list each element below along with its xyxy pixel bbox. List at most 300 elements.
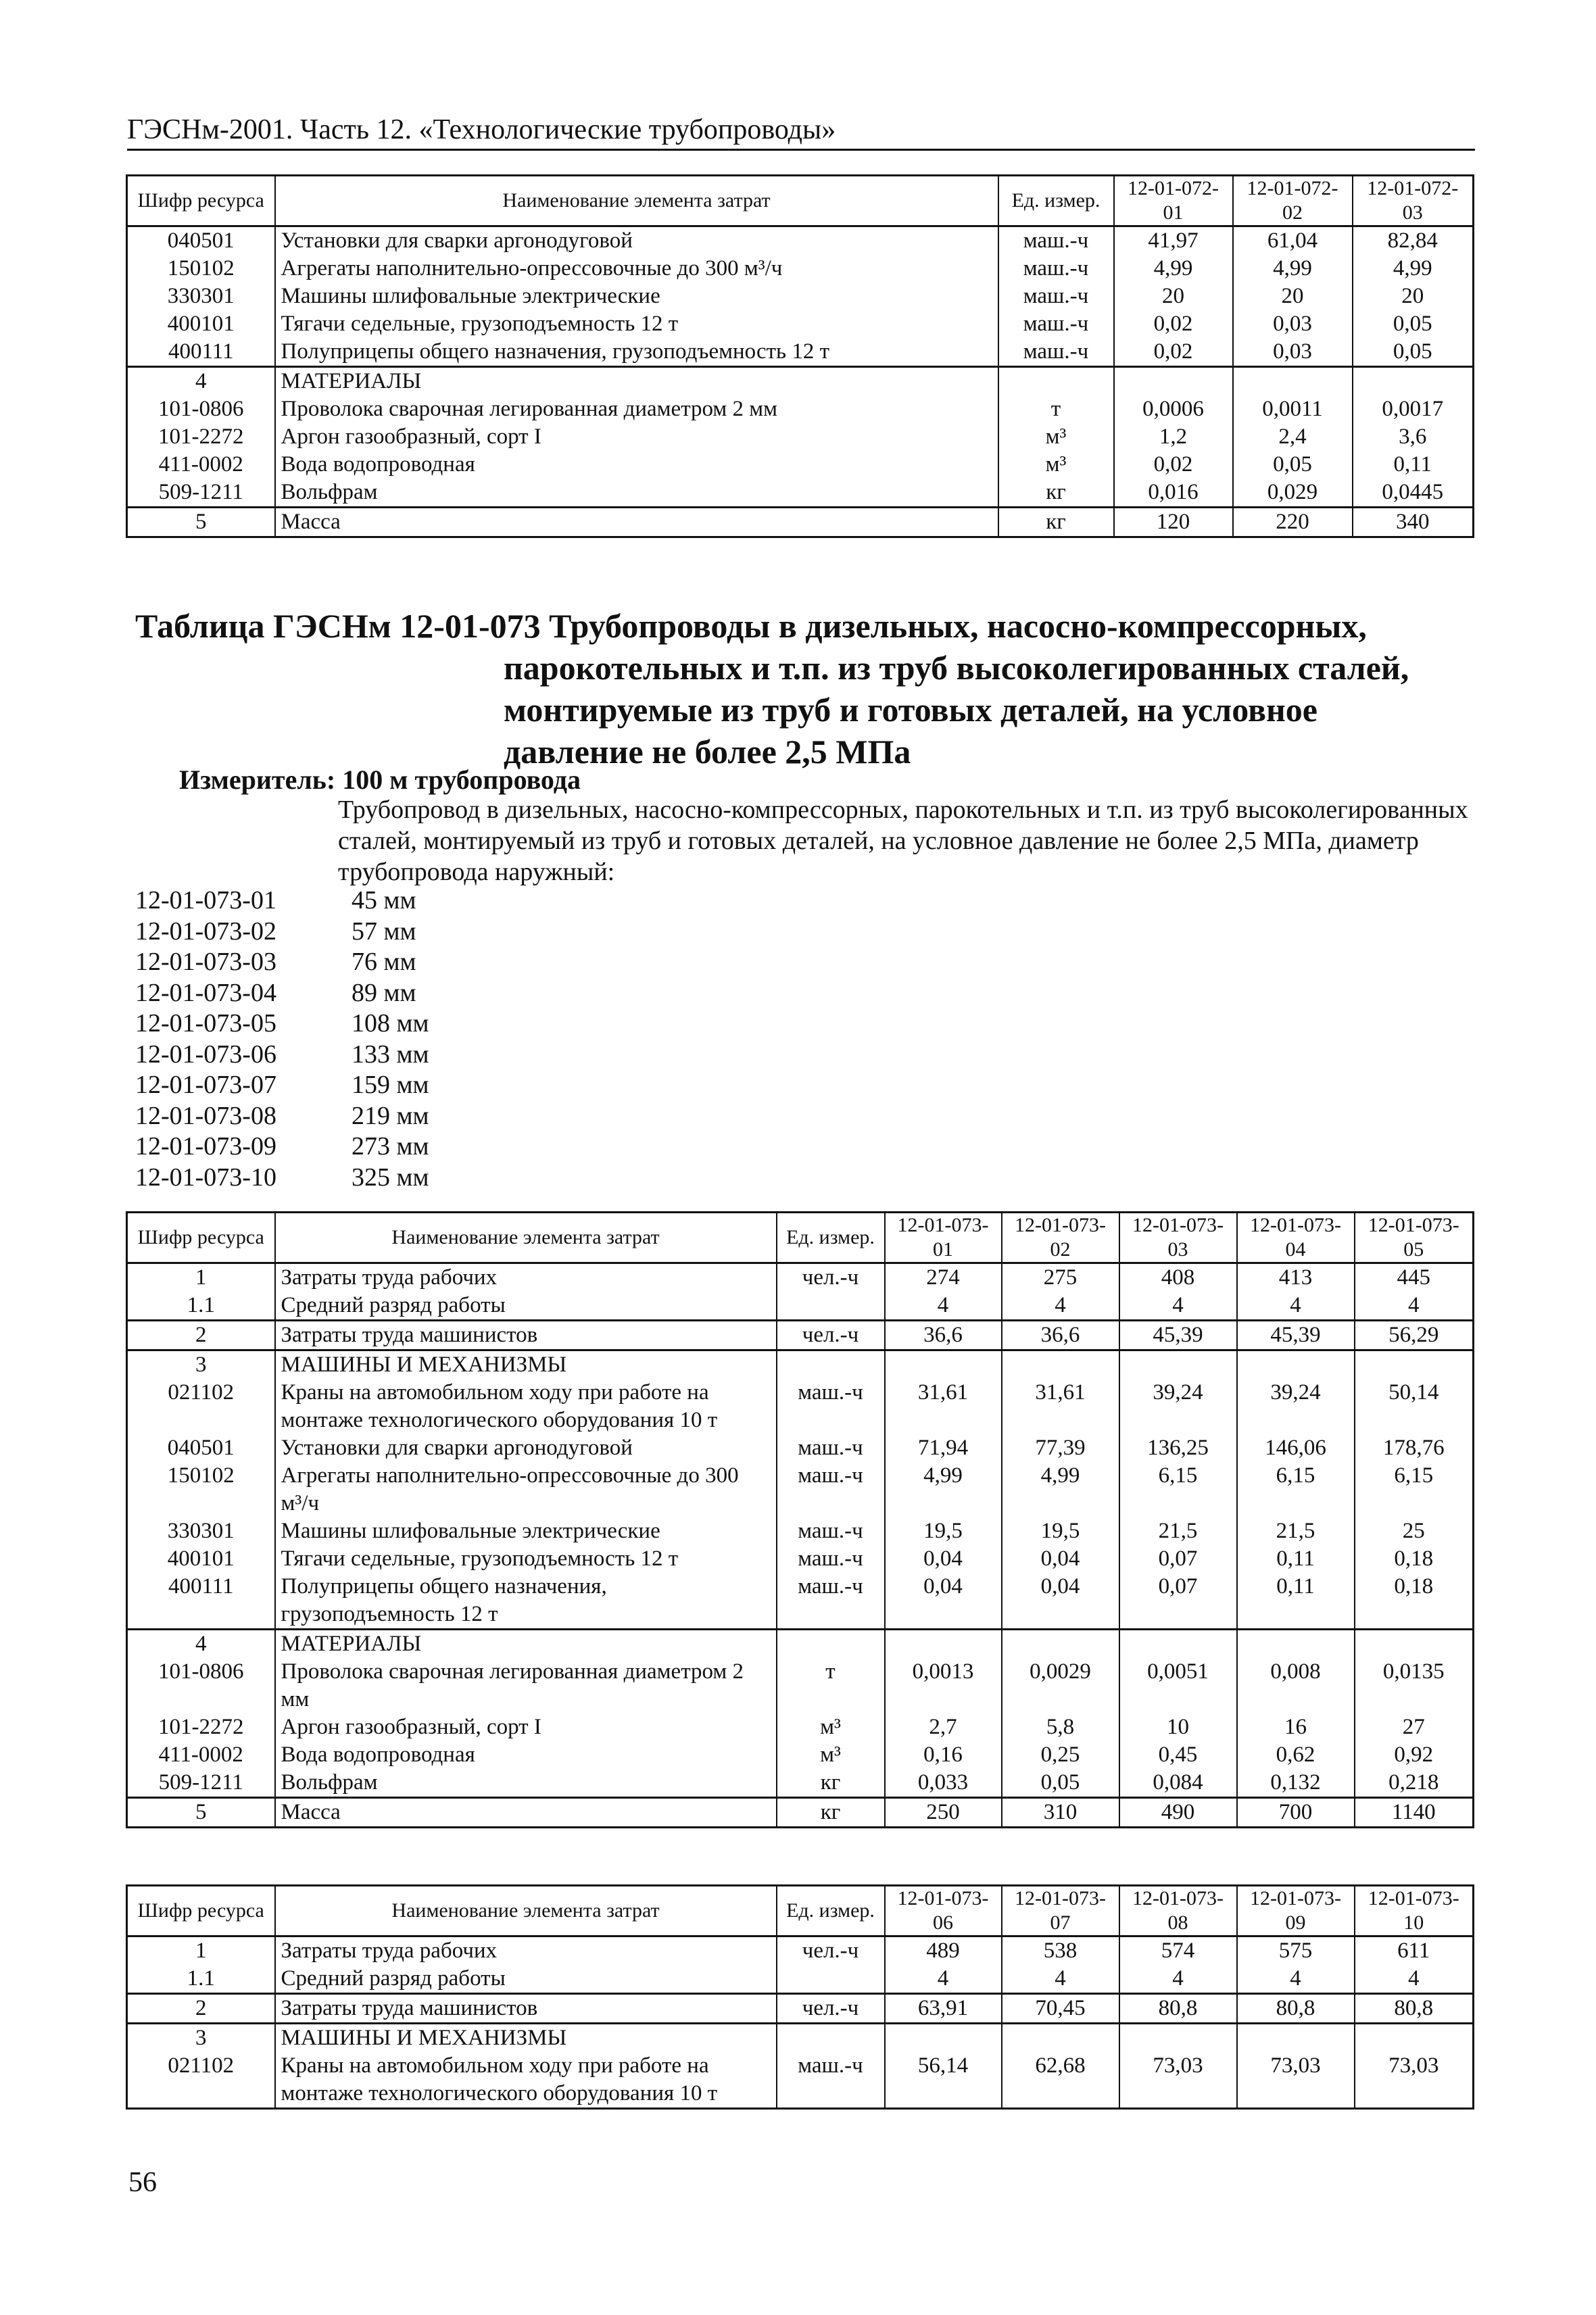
- value-cell: 4,99: [1353, 255, 1474, 283]
- cost-element-name: Аргон газообразный, сорт I: [275, 423, 998, 451]
- value-cell: 0,0051: [1119, 1658, 1237, 1713]
- value-cell: [1237, 1630, 1355, 1659]
- column-header: Наименование элемента затрат: [275, 176, 998, 226]
- column-header: Наименование элемента затрат: [275, 1886, 777, 1936]
- cost-element-name: Краны на автомобильном ходу при работе на монтаже технологического оборудования 10 т: [275, 2052, 777, 2109]
- pipe-diameter: 89 мм: [352, 978, 416, 1007]
- value-cell: 0,11: [1237, 1573, 1355, 1630]
- value-cell: 0,084: [1119, 1769, 1237, 1798]
- value-cell: 80,8: [1355, 1994, 1474, 2024]
- value-cell: 16: [1237, 1713, 1355, 1741]
- value-cell: 340: [1353, 508, 1474, 537]
- cost-element-name: Машины шлифовальные электрические: [275, 1517, 777, 1545]
- resource-code: 4: [127, 367, 275, 396]
- value-cell: 0,218: [1355, 1769, 1474, 1798]
- value-cell: 5,8: [1002, 1713, 1119, 1741]
- value-cell: 4,99: [1002, 1462, 1119, 1517]
- table-header-row: [127, 176, 1474, 226]
- value-cell: 611: [1355, 1936, 1474, 1966]
- unit: [777, 1350, 885, 1380]
- position-code: 12-01-073-07: [135, 1071, 276, 1099]
- unit: кг: [777, 1798, 885, 1828]
- value-cell: [1119, 2024, 1237, 2053]
- resource-code: 150102: [127, 255, 275, 283]
- value-cell: 21,5: [1237, 1517, 1355, 1545]
- value-cell: [1119, 1630, 1237, 1659]
- table-title: [135, 605, 1453, 773]
- cost-element-name: Средний разряд работы: [275, 1292, 777, 1321]
- cost-element-name: Вольфрам: [275, 479, 998, 508]
- column-header: 12-01-072-03: [1353, 176, 1474, 226]
- resource-code: 509-1211: [127, 1769, 275, 1798]
- resource-code: 101-2272: [127, 1713, 275, 1741]
- resource-code: 5: [127, 508, 275, 537]
- value-cell: 80,8: [1237, 1994, 1355, 2024]
- unit: т: [777, 1658, 885, 1713]
- value-cell: 120: [1114, 508, 1233, 537]
- cost-element-name: Затраты труда машинистов: [275, 1994, 777, 2024]
- value-cell: 73,03: [1237, 2052, 1355, 2109]
- cost-element-name: Установки для сварки аргонодуговой: [275, 1434, 777, 1462]
- value-cell: [1355, 1350, 1474, 1380]
- value-cell: 4: [1237, 1292, 1355, 1321]
- pipe-diameter: 76 мм: [352, 948, 416, 976]
- position-code: 12-01-073-02: [135, 917, 276, 946]
- unit: маш.-ч: [777, 1434, 885, 1462]
- table-row: [127, 226, 1474, 255]
- value-cell: 21,5: [1119, 1517, 1237, 1545]
- column-header: 12-01-073-10: [1355, 1886, 1474, 1936]
- code-list-item: [135, 1008, 429, 1040]
- value-cell: 0,0017: [1353, 395, 1474, 423]
- table-row: [127, 1350, 1474, 1380]
- value-cell: 41,97: [1114, 226, 1233, 255]
- resource-table-073-b: [126, 1884, 1474, 2110]
- table-row: [127, 451, 1474, 479]
- cost-element-name: Тягачи седельные, грузоподъемность 12 т: [275, 310, 998, 338]
- value-cell: 0,02: [1114, 310, 1233, 338]
- table-row: [127, 2024, 1474, 2053]
- column-header: 12-01-073-01: [885, 1213, 1002, 1263]
- cost-element-name: Масса: [275, 508, 998, 537]
- value-cell: 3,6: [1353, 423, 1474, 451]
- value-cell: 20: [1353, 283, 1474, 310]
- value-cell: [885, 1630, 1002, 1659]
- value-cell: 82,84: [1353, 226, 1474, 255]
- value-cell: 70,45: [1002, 1994, 1119, 2024]
- value-cell: 45,39: [1237, 1321, 1355, 1350]
- value-cell: [1119, 1350, 1237, 1380]
- value-cell: 0,04: [885, 1573, 1002, 1630]
- pipe-diameter: 219 мм: [352, 1101, 429, 1130]
- resource-code: 1.1: [127, 1292, 275, 1321]
- column-header: 12-01-073-09: [1237, 1886, 1355, 1936]
- unit: т: [998, 395, 1114, 423]
- value-cell: [1233, 367, 1353, 396]
- position-code: 12-01-073-10: [135, 1163, 276, 1192]
- pipe-diameter: 159 мм: [352, 1071, 429, 1099]
- unit: кг: [777, 1769, 885, 1798]
- code-list-item: [135, 885, 429, 917]
- resource-code: 411-0002: [127, 1741, 275, 1769]
- cost-element-name: Машины шлифовальные электрические: [275, 283, 998, 310]
- table-row: [127, 1263, 1474, 1292]
- value-cell: 0,04: [1002, 1573, 1119, 1630]
- unit: маш.-ч: [777, 1379, 885, 1434]
- cost-element-name: Агрегаты наполнительно-опрессовочные до 300 м³/ч: [275, 1462, 777, 1517]
- position-code: 12-01-073-09: [135, 1132, 276, 1161]
- value-cell: [1002, 1350, 1119, 1380]
- column-header: 12-01-072-02: [1233, 176, 1353, 226]
- value-cell: 56,29: [1355, 1321, 1474, 1350]
- table-row: [127, 1658, 1474, 1713]
- table-row: [127, 1713, 1474, 1741]
- pipe-diameter: 108 мм: [352, 1009, 429, 1038]
- unit: м³: [777, 1713, 885, 1741]
- resource-code: 509-1211: [127, 479, 275, 508]
- value-cell: 39,24: [1119, 1379, 1237, 1434]
- value-cell: 538: [1002, 1936, 1119, 1966]
- cost-element-name: Проволока сварочная легированная диаметром 2 мм: [275, 1658, 777, 1713]
- value-cell: 0,008: [1237, 1658, 1355, 1713]
- table-row: [127, 1434, 1474, 1462]
- cost-element-name: Тягачи седельные, грузоподъемность 12 т: [275, 1545, 777, 1573]
- resource-code: 330301: [127, 1517, 275, 1545]
- value-cell: 4,99: [885, 1462, 1002, 1517]
- description: Трубопровод в дизельных, насосно-компрессорных, парокотельных и т.п. из труб высоколегированных сталей, монтируемый из труб и готовых деталей, на условное давление не более 2,5 МПа, диаметр трубопровода наружный:: [338, 796, 1468, 886]
- unit: маш.-ч: [777, 1573, 885, 1630]
- value-cell: 73,03: [1119, 2052, 1237, 2109]
- resource-code: 2: [127, 1994, 275, 2024]
- unit: чел.-ч: [777, 1994, 885, 2024]
- cost-element-name: Проволока сварочная легированная диаметром 2 мм: [275, 395, 998, 423]
- resource-code: 040501: [127, 226, 275, 255]
- column-header: 12-01-073-04: [1237, 1213, 1355, 1263]
- value-cell: [1355, 1630, 1474, 1659]
- unit: чел.-ч: [777, 1263, 885, 1292]
- code-list-item: [135, 1163, 429, 1194]
- resource-code: 101-0806: [127, 1658, 275, 1713]
- pipe-diameter: 45 мм: [352, 886, 416, 915]
- code-list-item: [135, 947, 429, 978]
- cost-element-name: Средний разряд работы: [275, 1965, 777, 1994]
- value-cell: 274: [885, 1263, 1002, 1292]
- value-cell: 250: [885, 1798, 1002, 1828]
- resource-code: 330301: [127, 283, 275, 310]
- value-cell: 0,016: [1114, 479, 1233, 508]
- value-cell: 0,11: [1237, 1545, 1355, 1573]
- value-cell: 0,16: [885, 1741, 1002, 1769]
- table-row: [127, 1936, 1474, 1966]
- value-cell: 4: [1119, 1965, 1237, 1994]
- value-cell: 63,91: [885, 1994, 1002, 2024]
- value-cell: 20: [1233, 283, 1353, 310]
- unit: маш.-ч: [998, 226, 1114, 255]
- value-cell: 1,2: [1114, 423, 1233, 451]
- code-list-item: [135, 1101, 429, 1132]
- value-cell: 574: [1119, 1936, 1237, 1966]
- value-cell: 0,033: [885, 1769, 1002, 1798]
- table-row: [127, 1573, 1474, 1630]
- position-code: 12-01-073-01: [135, 886, 276, 915]
- cost-element-name: Полуприцепы общего назначения, грузоподъемность 12 т: [275, 1573, 777, 1630]
- resource-code: 101-0806: [127, 395, 275, 423]
- value-cell: 0,45: [1119, 1741, 1237, 1769]
- value-cell: 0,029: [1233, 479, 1353, 508]
- cost-element-name: Затраты труда рабочих: [275, 1936, 777, 1966]
- code-list-item: [135, 1070, 429, 1101]
- value-cell: [1353, 367, 1474, 396]
- value-cell: 6,15: [1119, 1462, 1237, 1517]
- value-cell: 490: [1119, 1798, 1237, 1828]
- running-header: ГЭСНм-2001. Часть 12. «Технологические трубопроводы»: [127, 114, 1475, 151]
- unit: маш.-ч: [998, 283, 1114, 310]
- table-row: [127, 1292, 1474, 1321]
- code-list-item: [135, 1131, 429, 1163]
- value-cell: 0,18: [1355, 1545, 1474, 1573]
- unit: [998, 367, 1114, 396]
- position-code: 12-01-073-08: [135, 1101, 276, 1130]
- resource-table-072: [126, 174, 1474, 538]
- table-row: [127, 1321, 1474, 1350]
- value-cell: 0,62: [1237, 1741, 1355, 1769]
- value-cell: 0,02: [1114, 338, 1233, 367]
- value-cell: 0,0029: [1002, 1658, 1119, 1713]
- value-cell: 0,25: [1002, 1741, 1119, 1769]
- resource-code: 040501: [127, 1434, 275, 1462]
- value-cell: 0,02: [1114, 451, 1233, 479]
- column-header: 12-01-072-01: [1114, 176, 1233, 226]
- value-cell: 0,07: [1119, 1545, 1237, 1573]
- value-cell: 0,0445: [1353, 479, 1474, 508]
- measure-unit: Измеритель: 100 м трубопровода: [179, 764, 581, 795]
- cost-element-name: Масса: [275, 1798, 777, 1828]
- value-cell: 31,61: [885, 1379, 1002, 1434]
- resource-code: 411-0002: [127, 451, 275, 479]
- value-cell: 0,18: [1355, 1573, 1474, 1630]
- value-cell: 0,07: [1119, 1573, 1237, 1630]
- pipe-diameter: 57 мм: [352, 917, 416, 946]
- value-cell: [1355, 2024, 1474, 2053]
- value-cell: 20: [1114, 283, 1233, 310]
- pipe-diameter: 133 мм: [352, 1040, 429, 1069]
- code-list-item: [135, 917, 429, 948]
- unit: м³: [998, 423, 1114, 451]
- value-cell: 220: [1233, 508, 1353, 537]
- value-cell: 25: [1355, 1517, 1474, 1545]
- cost-element-name: МАШИНЫ И МЕХАНИЗМЫ: [275, 2024, 777, 2053]
- code-list-item: [135, 978, 429, 1009]
- value-cell: 4: [1002, 1965, 1119, 1994]
- position-code: 12-01-073-06: [135, 1040, 276, 1069]
- resource-code: 400101: [127, 1545, 275, 1573]
- cost-element-name: МАШИНЫ И МЕХАНИЗМЫ: [275, 1350, 777, 1380]
- value-cell: 408: [1119, 1263, 1237, 1292]
- pipe-diameter: 273 мм: [352, 1132, 429, 1161]
- value-cell: 4: [1355, 1292, 1474, 1321]
- value-cell: 0,11: [1353, 451, 1474, 479]
- cost-element-name: Затраты труда машинистов: [275, 1321, 777, 1350]
- value-cell: 4: [1119, 1292, 1237, 1321]
- cost-element-name: Вода водопроводная: [275, 1741, 777, 1769]
- value-cell: 0,05: [1353, 338, 1474, 367]
- value-cell: 275: [1002, 1263, 1119, 1292]
- position-code: 12-01-073-05: [135, 1009, 276, 1038]
- value-cell: 0,0011: [1233, 395, 1353, 423]
- pipe-diameter: 325 мм: [352, 1163, 429, 1192]
- table-row: [127, 310, 1474, 338]
- unit: маш.-ч: [998, 310, 1114, 338]
- table-row: [127, 2052, 1474, 2109]
- table-row: [127, 423, 1474, 451]
- unit: маш.-ч: [777, 1517, 885, 1545]
- value-cell: 0,132: [1237, 1769, 1355, 1798]
- unit: маш.-ч: [998, 255, 1114, 283]
- resource-code: 400111: [127, 1573, 275, 1630]
- table-row: [127, 367, 1474, 396]
- value-cell: 71,94: [885, 1434, 1002, 1462]
- value-cell: 0,05: [1002, 1769, 1119, 1798]
- value-cell: 0,0013: [885, 1658, 1002, 1713]
- resource-code: 150102: [127, 1462, 275, 1517]
- table-row: [127, 395, 1474, 423]
- title-line-3: монтируемые из труб и готовых деталей, на условное: [504, 691, 1317, 729]
- table-row: [127, 1545, 1474, 1573]
- unit: [777, 2024, 885, 2053]
- value-cell: 2,4: [1233, 423, 1353, 451]
- column-header: Шифр ресурса: [127, 1213, 275, 1263]
- position-code: 12-01-073-03: [135, 948, 276, 976]
- cost-element-name: Краны на автомобильном ходу при работе на монтаже технологического оборудования 10 т: [275, 1379, 777, 1434]
- unit: [777, 1965, 885, 1994]
- value-cell: [1002, 2024, 1119, 2053]
- unit: кг: [998, 508, 1114, 537]
- unit: м³: [777, 1741, 885, 1769]
- value-cell: 0,05: [1353, 310, 1474, 338]
- value-cell: 73,03: [1355, 2052, 1474, 2109]
- resource-code: 101-2272: [127, 423, 275, 451]
- unit: кг: [998, 479, 1114, 508]
- unit: [777, 1292, 885, 1321]
- table-row: [127, 338, 1474, 367]
- unit: чел.-ч: [777, 1321, 885, 1350]
- value-cell: 31,61: [1002, 1379, 1119, 1434]
- value-cell: 61,04: [1233, 226, 1353, 255]
- value-cell: [885, 1350, 1002, 1380]
- table-row: [127, 508, 1474, 537]
- value-cell: 36,6: [885, 1321, 1002, 1350]
- table-row: [127, 1462, 1474, 1517]
- unit: маш.-ч: [998, 338, 1114, 367]
- value-cell: 0,0006: [1114, 395, 1233, 423]
- table-row: [127, 283, 1474, 310]
- cost-element-name: Вода водопроводная: [275, 451, 998, 479]
- value-cell: 4: [1355, 1965, 1474, 1994]
- value-cell: 413: [1237, 1263, 1355, 1292]
- cost-element-name: Затраты труда рабочих: [275, 1263, 777, 1292]
- value-cell: 0,0135: [1355, 1658, 1474, 1713]
- table-row: [127, 1769, 1474, 1798]
- column-header: Шифр ресурса: [127, 1886, 275, 1936]
- value-cell: 10: [1119, 1713, 1237, 1741]
- table-row: [127, 1798, 1474, 1828]
- column-header: 12-01-073-05: [1355, 1213, 1474, 1263]
- value-cell: 6,15: [1237, 1462, 1355, 1517]
- value-cell: 0,04: [1002, 1545, 1119, 1573]
- value-cell: 4,99: [1233, 255, 1353, 283]
- value-cell: [1237, 2024, 1355, 2053]
- table-header-row: [127, 1213, 1474, 1263]
- unit: м³: [998, 451, 1114, 479]
- column-header: 12-01-073-02: [1002, 1213, 1119, 1263]
- column-header: Шифр ресурса: [127, 176, 275, 226]
- value-cell: 4: [885, 1292, 1002, 1321]
- value-cell: 56,14: [885, 2052, 1002, 2109]
- value-cell: 310: [1002, 1798, 1119, 1828]
- column-header: 12-01-073-08: [1119, 1886, 1237, 1936]
- resource-code: 1.1: [127, 1965, 275, 1994]
- value-cell: 50,14: [1355, 1379, 1474, 1434]
- column-header: 12-01-073-06: [885, 1886, 1002, 1936]
- column-header: 12-01-073-03: [1119, 1213, 1237, 1263]
- table-header-row: [127, 1886, 1474, 1936]
- unit: [777, 1630, 885, 1659]
- column-header: 12-01-073-07: [1002, 1886, 1119, 1936]
- table-row: [127, 1741, 1474, 1769]
- resource-code: 3: [127, 2024, 275, 2053]
- value-cell: 39,24: [1237, 1379, 1355, 1434]
- value-cell: 77,39: [1002, 1434, 1119, 1462]
- value-cell: 575: [1237, 1936, 1355, 1966]
- resource-code: 1: [127, 1263, 275, 1292]
- value-cell: [1002, 1630, 1119, 1659]
- value-cell: 27: [1355, 1713, 1474, 1741]
- resource-code: 2: [127, 1321, 275, 1350]
- table-row: [127, 1379, 1474, 1434]
- value-cell: 45,39: [1119, 1321, 1237, 1350]
- resource-table-073-a: [126, 1211, 1474, 1828]
- unit: маш.-ч: [777, 1462, 885, 1517]
- unit: чел.-ч: [777, 1936, 885, 1966]
- value-cell: 4: [1002, 1292, 1119, 1321]
- value-cell: 36,6: [1002, 1321, 1119, 1350]
- resource-code: 3: [127, 1350, 275, 1380]
- cost-element-name: Аргон газообразный, сорт I: [275, 1713, 777, 1741]
- value-cell: 146,06: [1237, 1434, 1355, 1462]
- value-cell: 4: [1237, 1965, 1355, 1994]
- value-cell: 62,68: [1002, 2052, 1119, 2109]
- value-cell: [1237, 1350, 1355, 1380]
- value-cell: 0,92: [1355, 1741, 1474, 1769]
- value-cell: 1140: [1355, 1798, 1474, 1828]
- unit: маш.-ч: [777, 2052, 885, 2109]
- table-row: [127, 1994, 1474, 2024]
- position-code: 12-01-073-04: [135, 978, 276, 1007]
- value-cell: 0,03: [1233, 310, 1353, 338]
- value-cell: [885, 2024, 1002, 2053]
- value-cell: 489: [885, 1936, 1002, 1966]
- resource-code: 400101: [127, 310, 275, 338]
- value-cell: 4,99: [1114, 255, 1233, 283]
- value-cell: 4: [885, 1965, 1002, 1994]
- value-cell: 136,25: [1119, 1434, 1237, 1462]
- title-line-4: давление не более 2,5 МПа: [504, 733, 911, 771]
- value-cell: 0,03: [1233, 338, 1353, 367]
- value-cell: 80,8: [1119, 1994, 1237, 2024]
- value-cell: 0,04: [885, 1545, 1002, 1573]
- resource-code: 021102: [127, 2052, 275, 2109]
- value-cell: 445: [1355, 1263, 1474, 1292]
